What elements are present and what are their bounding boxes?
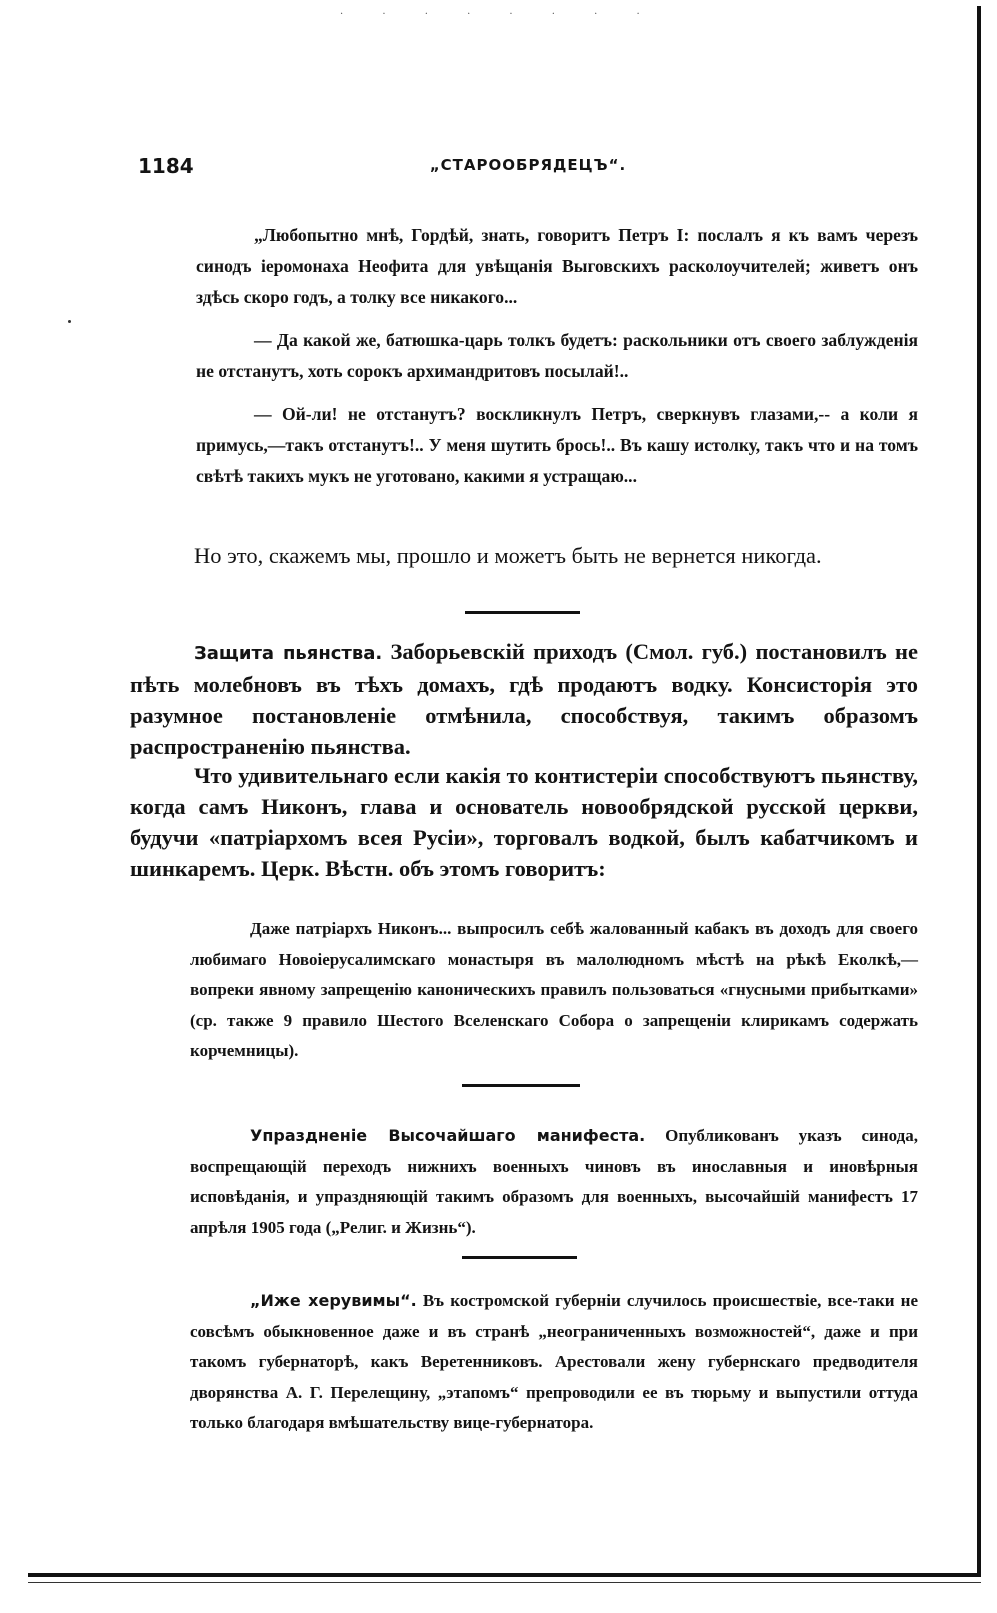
page-header bbox=[138, 154, 918, 184]
section-heading: „Иже херувимы“. bbox=[250, 1291, 417, 1310]
page-bottom-rule bbox=[28, 1573, 981, 1577]
scan-artifact-dots: . . . . . . . . bbox=[340, 6, 658, 17]
section-cherubim bbox=[190, 1286, 918, 1439]
page-number: 1184 bbox=[138, 154, 194, 178]
scan-speck bbox=[68, 320, 71, 323]
section-divider-1 bbox=[465, 611, 580, 614]
closing-remark: Но это, скажемъ мы, прошло и можетъ быть не вернется никогда. bbox=[194, 543, 822, 568]
section-heading: Упраздненіе Высочайшаго манифеста. bbox=[250, 1126, 646, 1145]
section-body: Опубликованъ указъ синода, воспрещающій переходъ нижнихъ военныхъ чиновъ въ инославныя и иновѣрныя исповѣданія, и упраздняющій такимъ образомъ для военныхъ, высочайшій манифестъ 17 апрѣля 1905 года („Религ. и Жизнь“). bbox=[190, 1126, 918, 1237]
section-defense-of-drunkenness bbox=[130, 636, 918, 762]
section-body: Въ костромской губерніи случилось происшествіе, все-таки не совсѣмъ обыкновенное даже и въ странѣ „неограниченныхъ возможностей“, даже и при такомъ губернаторѣ, какъ Веретенниковъ. Арестовали жену губернскаго предводителя дворянства А. Г. Перелещину, „этапомъ“ препроводили ее въ тюрьму и выпустили оттуда только благодаря вмѣшательству вице-губернатора. bbox=[190, 1291, 919, 1432]
quote-block-church-herald: Даже патріархъ Никонъ... выпросилъ себѣ жалованный кабакъ въ доходъ для своего любимаго Новоіерусалимскаго монастыря въ малолюдномъ мѣстѣ на рѣкѣ Еколкѣ,—вопреки явному запрещенію каноническихъ правилъ пользоваться «гнусными прибытками» (ср. также 9 правило Шестого Вселенскаго Собора о запрещеніи клирикамъ содержать корчемницы). bbox=[190, 919, 918, 1060]
section-divider-3 bbox=[462, 1256, 577, 1259]
dialogue-paragraph-1: „Любопытно мнѣ, Гордѣй, знать, говоритъ Петръ I: послалъ я къ вамъ черезъ синодъ іеромонаха Неофита для увѣщанія Выговскихъ расколоучителей; живетъ онъ здѣсь скоро годъ, а толку все никакого... bbox=[196, 225, 918, 307]
section-manifesto-abolition bbox=[190, 1121, 918, 1243]
page-edge-rule bbox=[977, 6, 981, 1576]
running-title: „СТАРООБРЯДЕЦЪ“. bbox=[429, 156, 627, 174]
section-defense-paragraph-2: Что удивительнаго если какія то контистеріи способствуютъ пьянству, когда самъ Никонъ, глава и основатель новообрядской русской церкви, будучи «патріархомъ всея Русіи», торговалъ водкой, былъ кабатчикомъ и шинкаремъ. Церк. Вѣстн. объ этомъ говоритъ: bbox=[130, 763, 918, 881]
page-bottom-rule-thin bbox=[28, 1582, 981, 1583]
dialogue-paragraph-3: — Ой-ли! не отстанутъ? воскликнулъ Петръ, сверкнувъ глазами,-- а коли я примусь,—такъ отстанутъ!.. У меня шутить брось!.. Въ кашу истолку, такъ что и на томъ свѣтѣ такихъ мукъ не уготовано, какими я устращаю... bbox=[196, 404, 918, 486]
dialogue-paragraph-2: — Да какой же, батюшка-царь толкъ будетъ: раскольники отъ своего заблужденія не отстанутъ, хоть сорокъ архимандритовъ посылай!.. bbox=[196, 330, 918, 381]
section-divider-2 bbox=[462, 1084, 580, 1087]
section-body: Заборьевскій приходъ (Смол. губ.) постановилъ не пѣть молебновъ въ тѣхъ домахъ, гдѣ продаютъ водку. Консисторія это разумное постановленіе отмѣнила, способствуя, такимъ образомъ распространенію пьянства. bbox=[130, 639, 918, 759]
section-heading: Защита пьянства. bbox=[194, 643, 383, 664]
